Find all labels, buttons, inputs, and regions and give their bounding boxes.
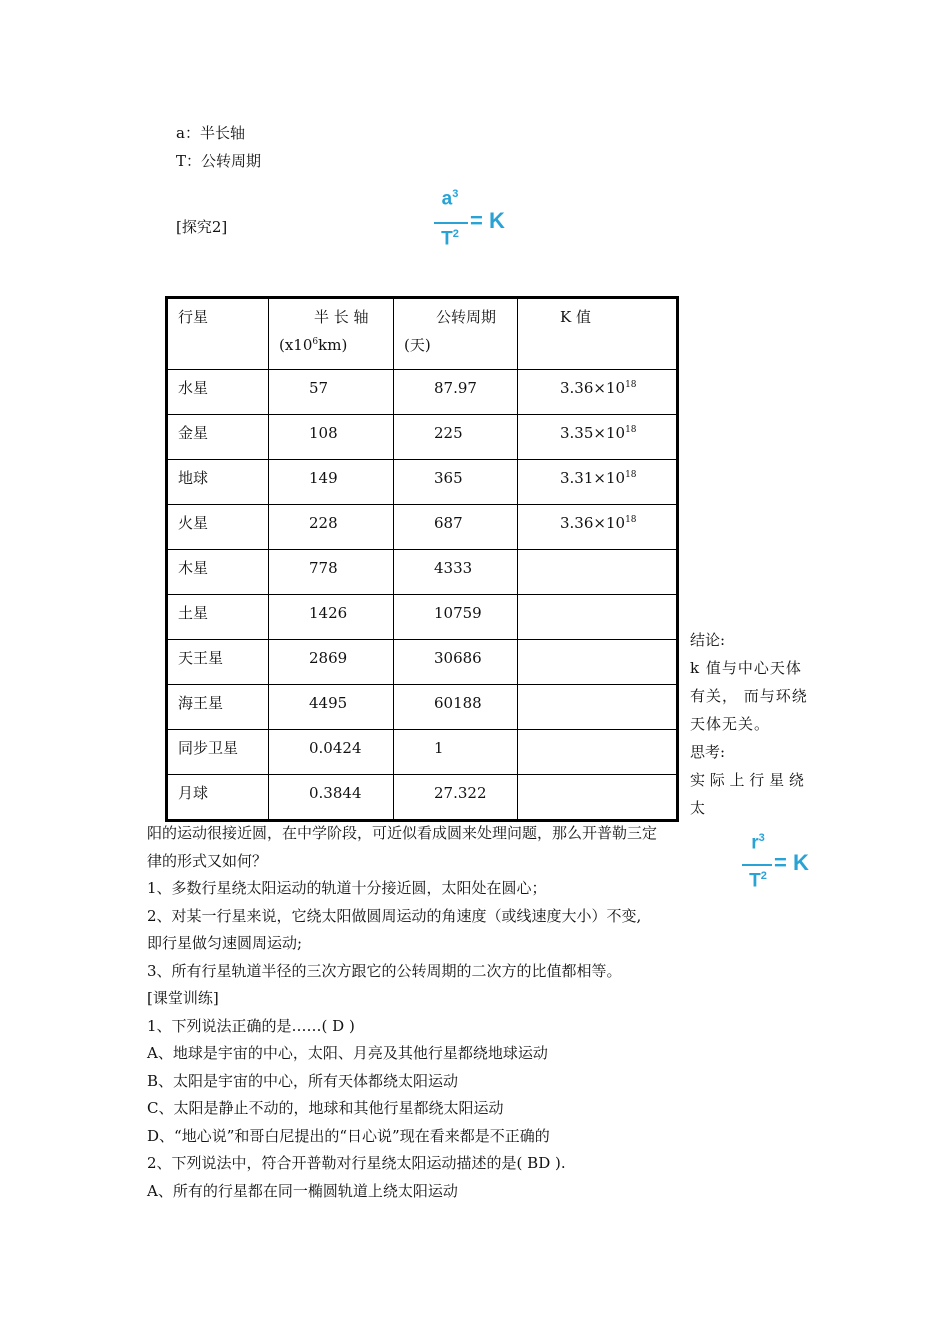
formula-numerator: $r^3$ bbox=[751, 832, 765, 854]
k-value-cell bbox=[518, 730, 678, 775]
period-cell: 687 bbox=[394, 505, 518, 550]
table-header-row bbox=[167, 298, 678, 370]
semi-major-axis-cell: 2869 bbox=[269, 640, 394, 685]
text-line: 2、下列说法中，符合开普勒对行星绕太阳运动描述的是( BD ). bbox=[147, 1154, 566, 1172]
text-line: A、所有的行星都在同一椭圆轨道上绕太阳运动 bbox=[147, 1181, 458, 1200]
fraction-bar bbox=[434, 222, 468, 224]
semi-major-axis-cell: 778 bbox=[269, 550, 394, 595]
fraction-bar bbox=[742, 864, 772, 866]
table-row bbox=[167, 640, 678, 685]
text-line: C、太阳是静止不动的，地球和其他行星都绕太阳运动 bbox=[147, 1099, 504, 1117]
def-semi-major-axis: a：半长轴 bbox=[176, 124, 245, 142]
text-line: 3、所有行星轨道半径的三次方跟它的公转周期的二次方的比值都相等。 bbox=[147, 961, 622, 980]
table-row bbox=[167, 775, 678, 821]
planet-name-cell: 天王星 bbox=[167, 640, 269, 685]
planet-name-cell: 海王星 bbox=[167, 685, 269, 730]
formula-denominator: $T^2$ bbox=[749, 870, 767, 892]
header-semi-major-axis: 半 长 轴 $(x10^6km)$ bbox=[269, 298, 394, 370]
explore-label: [探究2] bbox=[176, 218, 228, 236]
k-value-cell bbox=[518, 640, 678, 685]
table-row bbox=[167, 415, 678, 460]
text-line: 即行星做匀速圆周运动; bbox=[147, 934, 303, 952]
kepler-formula-a bbox=[430, 188, 520, 264]
planet-data-table bbox=[165, 296, 679, 822]
conclusion-label: 结论: bbox=[690, 631, 726, 649]
think-text: 实 际 上 行 星 绕 太 bbox=[690, 771, 804, 817]
planet-name-cell: 火星 bbox=[167, 505, 269, 550]
period-cell: 225 bbox=[394, 415, 518, 460]
table-row bbox=[167, 595, 678, 640]
kepler-formula-r bbox=[738, 832, 828, 904]
conclusion-sidebar bbox=[690, 626, 810, 822]
text-line: D、“地心说”和哥白尼提出的“日心说”现在看来都是不正确的 bbox=[147, 1126, 550, 1145]
period-cell: 30686 bbox=[394, 640, 518, 685]
conclusion-text: k 值与中心天体有关， 而与环绕天体无关。 bbox=[690, 659, 808, 733]
period-cell: 87.97 bbox=[394, 370, 518, 415]
semi-major-axis-cell: 0.0424 bbox=[269, 730, 394, 775]
k-value-cell: $3.31\times 10^{18}$ bbox=[518, 460, 678, 505]
planet-name-cell: 金星 bbox=[167, 415, 269, 460]
k-value-cell: $3.36\times 10^{18}$ bbox=[518, 505, 678, 550]
text-line: 2、对某一行星来说，它绕太阳做圆周运动的角速度（或线速度大小）不变, bbox=[147, 906, 642, 925]
k-value-cell: $3.36\times 10^{18}$ bbox=[518, 370, 678, 415]
period-cell: 1 bbox=[394, 730, 518, 775]
table-row bbox=[167, 730, 678, 775]
text-line: 阳的运动很接近圆，在中学阶段，可近似看成圆来处理问题，那么开普勒三定 bbox=[147, 824, 658, 842]
text-line: 律的形式又如何？ bbox=[147, 851, 268, 870]
planet-name-cell: 月球 bbox=[167, 775, 269, 821]
header-k-value: K 值 bbox=[518, 298, 678, 370]
formula-denominator: $T^2$ bbox=[441, 228, 459, 250]
planet-name-cell: 木星 bbox=[167, 550, 269, 595]
text-line: 1、多数行星绕太阳运动的轨道十分接近圆，太阳处在圆心； bbox=[147, 879, 547, 897]
table-row bbox=[167, 370, 678, 415]
think-label: 思考: bbox=[690, 743, 726, 761]
semi-major-axis-cell: 0.3844 bbox=[269, 775, 394, 821]
text-line: 1、下列说法正确的是……( D ) bbox=[147, 1016, 355, 1035]
formula-rhs: = K bbox=[470, 208, 505, 233]
formula-numerator: $a^3$ bbox=[441, 188, 459, 210]
semi-major-axis-cell: 57 bbox=[269, 370, 394, 415]
semi-major-axis-cell: 228 bbox=[269, 505, 394, 550]
planet-name-cell: 同步卫星 bbox=[167, 730, 269, 775]
text-line: B、太阳是宇宙的中心，所有天体都绕太阳运动 bbox=[147, 1071, 459, 1090]
header-planet: 行星 bbox=[167, 298, 269, 370]
k-value-cell: $3.35\times 10^{18}$ bbox=[518, 415, 678, 460]
period-cell: 60188 bbox=[394, 685, 518, 730]
period-cell: 27.322 bbox=[394, 775, 518, 821]
semi-major-axis-cell: 149 bbox=[269, 460, 394, 505]
k-value-cell bbox=[518, 775, 678, 821]
k-value-cell bbox=[518, 685, 678, 730]
planet-name-cell: 水星 bbox=[167, 370, 269, 415]
table-row bbox=[167, 505, 678, 550]
def-period: T：公转周期 bbox=[176, 152, 262, 170]
text-line: [课堂训练] bbox=[147, 989, 219, 1007]
header-period: 公转周期 (天) bbox=[394, 298, 518, 370]
period-cell: 365 bbox=[394, 460, 518, 505]
semi-major-axis-cell: 4495 bbox=[269, 685, 394, 730]
k-value-cell bbox=[518, 550, 678, 595]
planet-name-cell: 地球 bbox=[167, 460, 269, 505]
planet-name-cell: 土星 bbox=[167, 595, 269, 640]
period-cell: 10759 bbox=[394, 595, 518, 640]
semi-major-axis-cell: 108 bbox=[269, 415, 394, 460]
table-row bbox=[167, 460, 678, 505]
formula-rhs: = K bbox=[774, 850, 809, 875]
period-cell: 4333 bbox=[394, 550, 518, 595]
text-line: A、地球是宇宙的中心，太阳、月亮及其他行星都绕地球运动 bbox=[147, 1044, 548, 1062]
k-value-cell bbox=[518, 595, 678, 640]
table-row bbox=[167, 685, 678, 730]
table-row bbox=[167, 550, 678, 595]
semi-major-axis-cell: 1426 bbox=[269, 595, 394, 640]
